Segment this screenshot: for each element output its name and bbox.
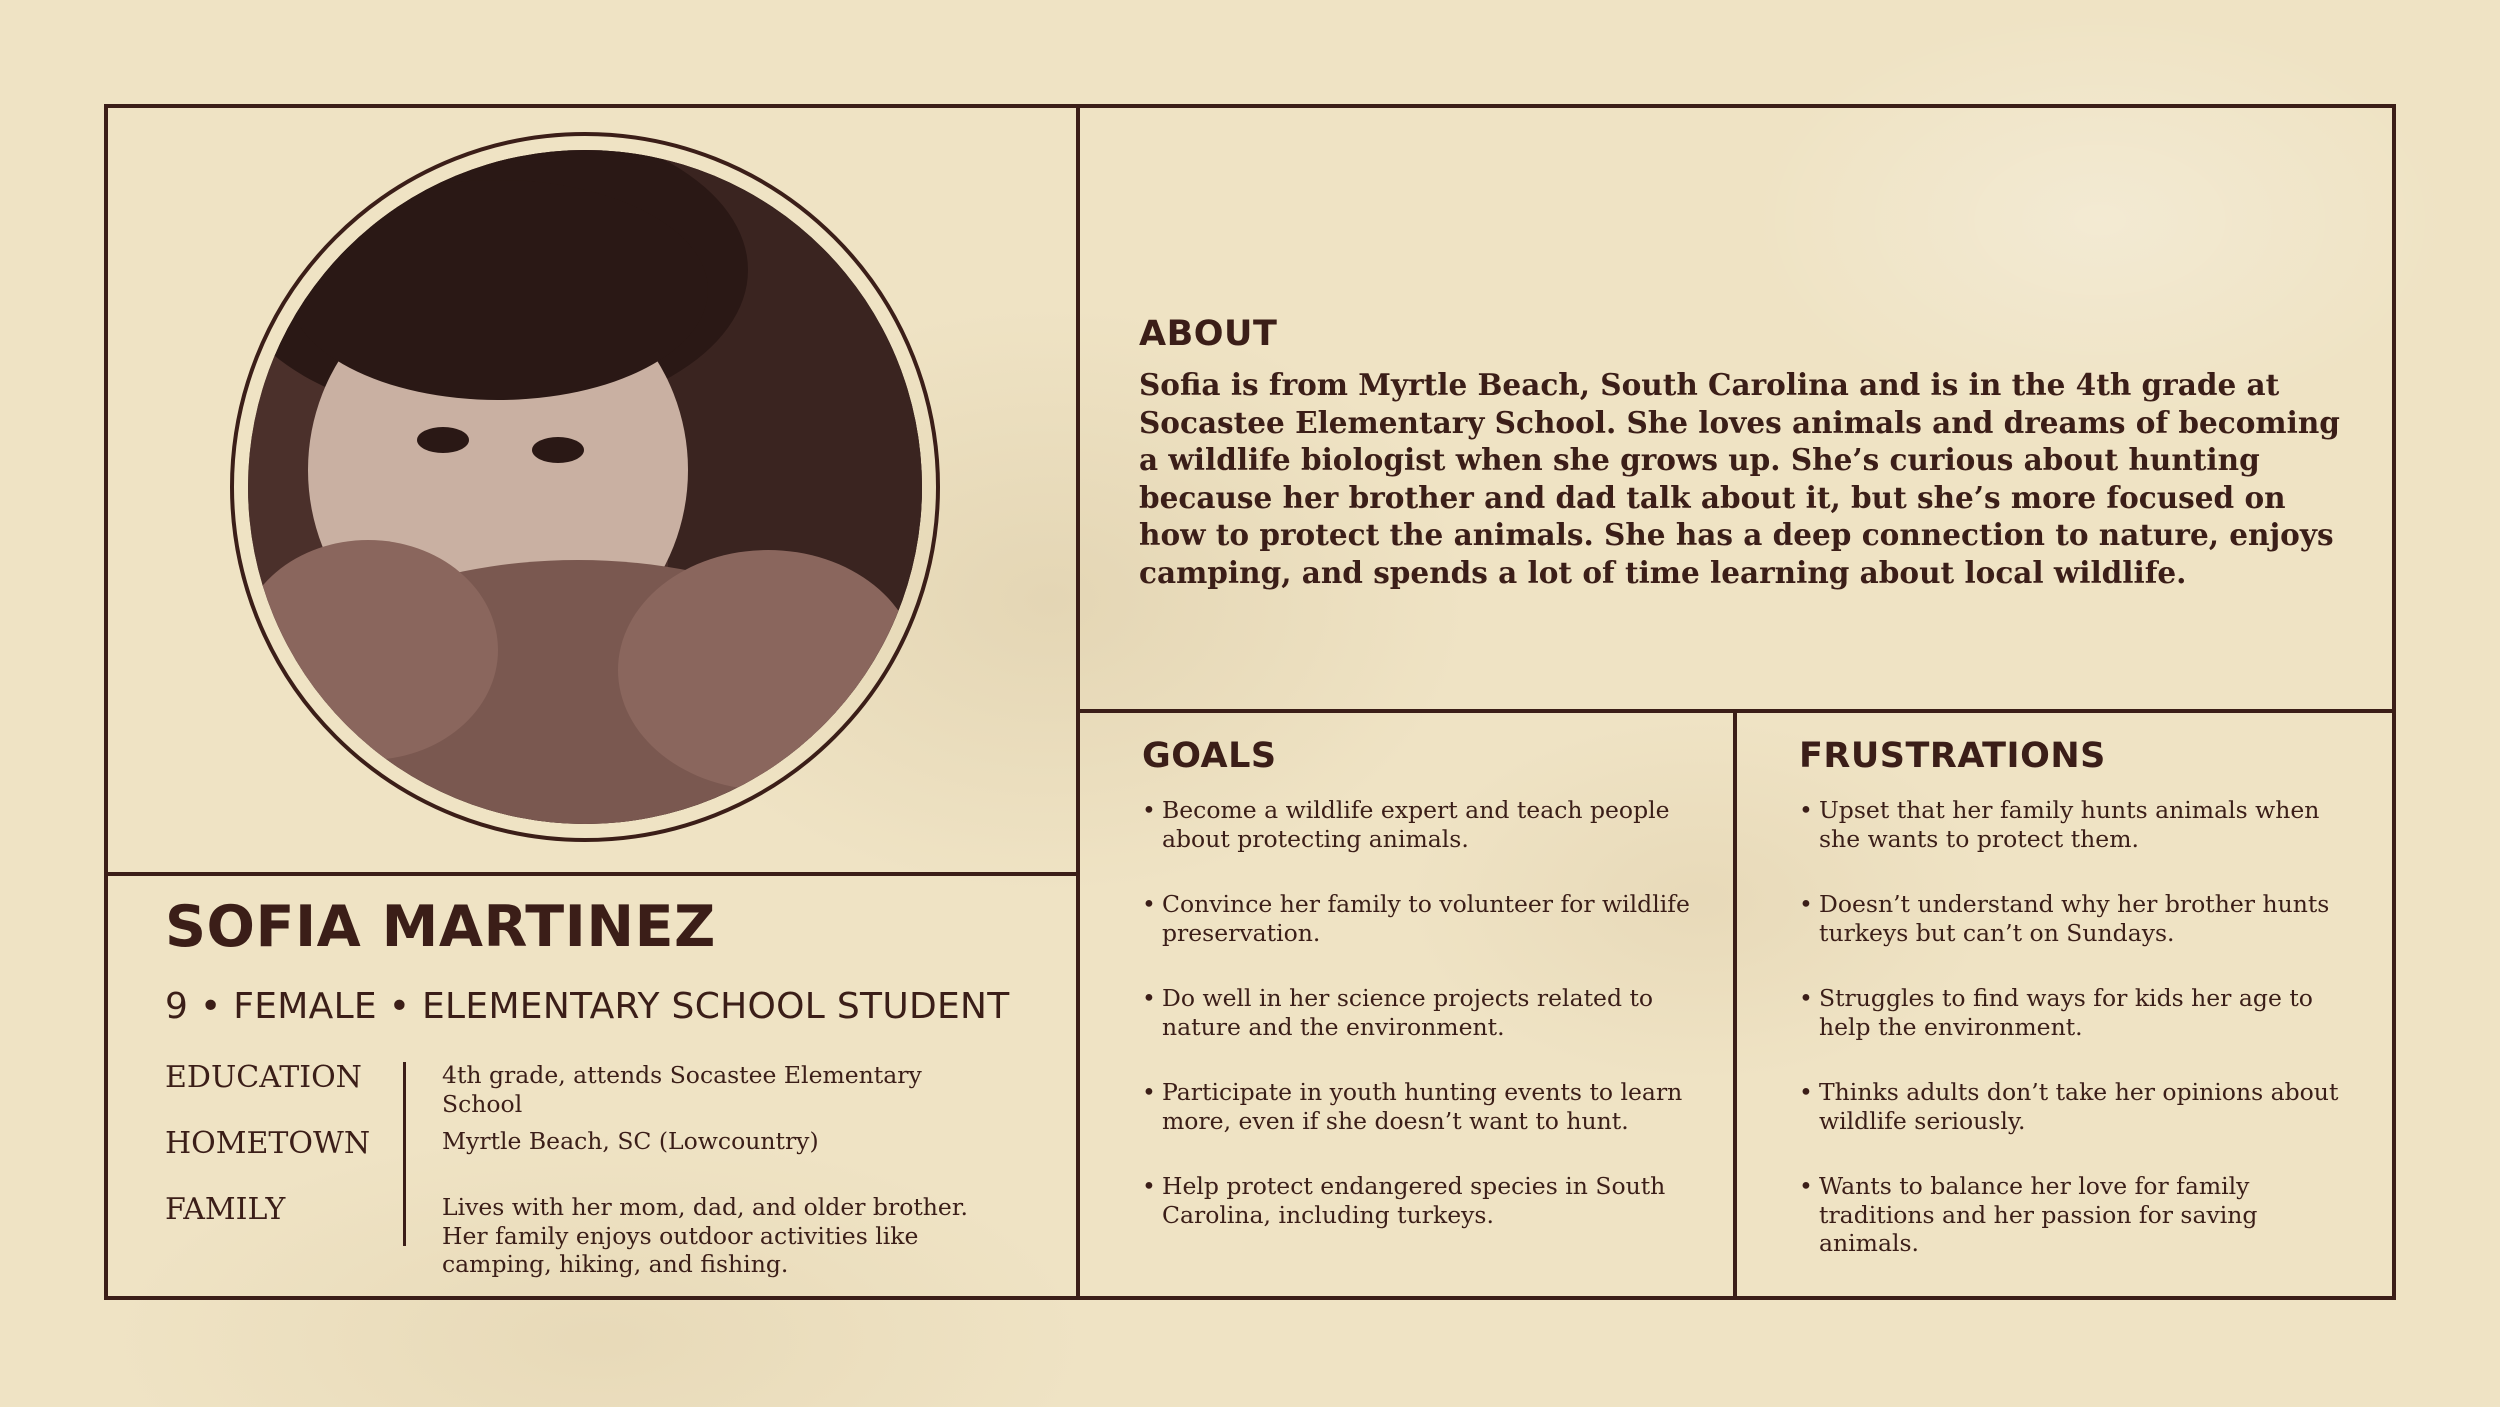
hometown-label: HOMETOWN	[165, 1126, 371, 1161]
list-item	[1142, 1172, 1702, 1266]
frustration-text: Struggles to find ways for kids her age to help the environment.	[1819, 984, 2313, 1041]
bullet-icon: •	[1142, 1172, 1156, 1200]
goal-text: Convince her family to volunteer for wildlife preservation.	[1162, 890, 1690, 947]
family-value: Lives with her mom, dad, and older brother. Her family enjoys outdoor activities like camping, hiking, and fishing.	[442, 1193, 968, 1278]
divider-photo-profile	[104, 872, 1078, 876]
bullet-icon: •	[1799, 1172, 1813, 1200]
frustration-text: Wants to balance her love for family traditions and her passion for saving animals.	[1819, 1172, 2258, 1257]
frustration-text: Thinks adults don’t take her opinions about wildlife seriously.	[1819, 1078, 2339, 1135]
goal-text: Do well in her science projects related to nature and the environment.	[1162, 984, 1654, 1041]
list-item	[1142, 984, 1702, 1078]
persona-name: SOFIA MARTINEZ	[165, 894, 716, 960]
education-label: EDUCATION	[165, 1060, 362, 1095]
family-label: FAMILY	[165, 1192, 286, 1227]
bullet-icon: •	[1799, 796, 1813, 824]
list-item	[1799, 1172, 2359, 1266]
frustrations-list	[1799, 796, 2359, 1266]
goal-text: Become a wildlife expert and teach people about protecting animals.	[1162, 796, 1670, 853]
list-item	[1799, 890, 2359, 984]
goal-text: Help protect endangered species in South Carolina, including turkeys.	[1162, 1172, 1666, 1229]
bullet-icon: •	[1799, 1078, 1813, 1106]
goals-list	[1142, 796, 1702, 1266]
portrait-photo	[248, 150, 922, 824]
about-text: Sofia is from Myrtle Beach, South Carolina and is in the 4th grade at Socastee Elementary School. She loves animals and dreams of becoming a wildlife biologist when she grows up. She’s curious about hunting because her brother and dad talk about it, but she’s more focused on how to protect the animals. She has a deep connection to nature, enjoys camping, and spends a lot of time learning about local wildlife.	[1139, 367, 2340, 590]
goal-text: Participate in youth hunting events to learn more, even if she doesn’t want to hunt.	[1162, 1078, 1683, 1135]
frustrations-heading: FRUSTRATIONS	[1799, 736, 2106, 776]
portrait-illustration	[248, 150, 922, 824]
list-item	[1799, 984, 2359, 1078]
bullet-icon: •	[1142, 796, 1156, 824]
about-heading: ABOUT	[1139, 314, 1278, 354]
frustration-text: Upset that her family hunts animals when she wants to protect them.	[1819, 796, 2320, 853]
list-item	[1142, 890, 1702, 984]
bullet-icon: •	[1799, 890, 1813, 918]
education-value: 4th grade, attends Socastee Elementary School	[442, 1061, 922, 1118]
bullet-icon: •	[1142, 1078, 1156, 1106]
list-item	[1142, 1078, 1702, 1172]
divider-left-right	[1076, 104, 1080, 1300]
divider-label-value	[403, 1062, 406, 1246]
list-item	[1799, 796, 2359, 890]
list-item	[1142, 796, 1702, 890]
bullet-icon: •	[1142, 984, 1156, 1012]
frustration-text: Doesn’t understand why her brother hunts turkeys but can’t on Sundays.	[1819, 890, 2330, 947]
divider-goals-frustrations	[1733, 711, 1737, 1300]
divider-about-lists	[1078, 709, 2396, 713]
bullet-icon: •	[1799, 984, 1813, 1012]
hometown-value: Myrtle Beach, SC (Lowcountry)	[442, 1127, 819, 1155]
bullet-icon: •	[1142, 890, 1156, 918]
persona-subtitle: 9 • FEMALE • ELEMENTARY SCHOOL STUDENT	[165, 986, 1010, 1027]
goals-heading: GOALS	[1142, 736, 1277, 776]
list-item	[1799, 1078, 2359, 1172]
